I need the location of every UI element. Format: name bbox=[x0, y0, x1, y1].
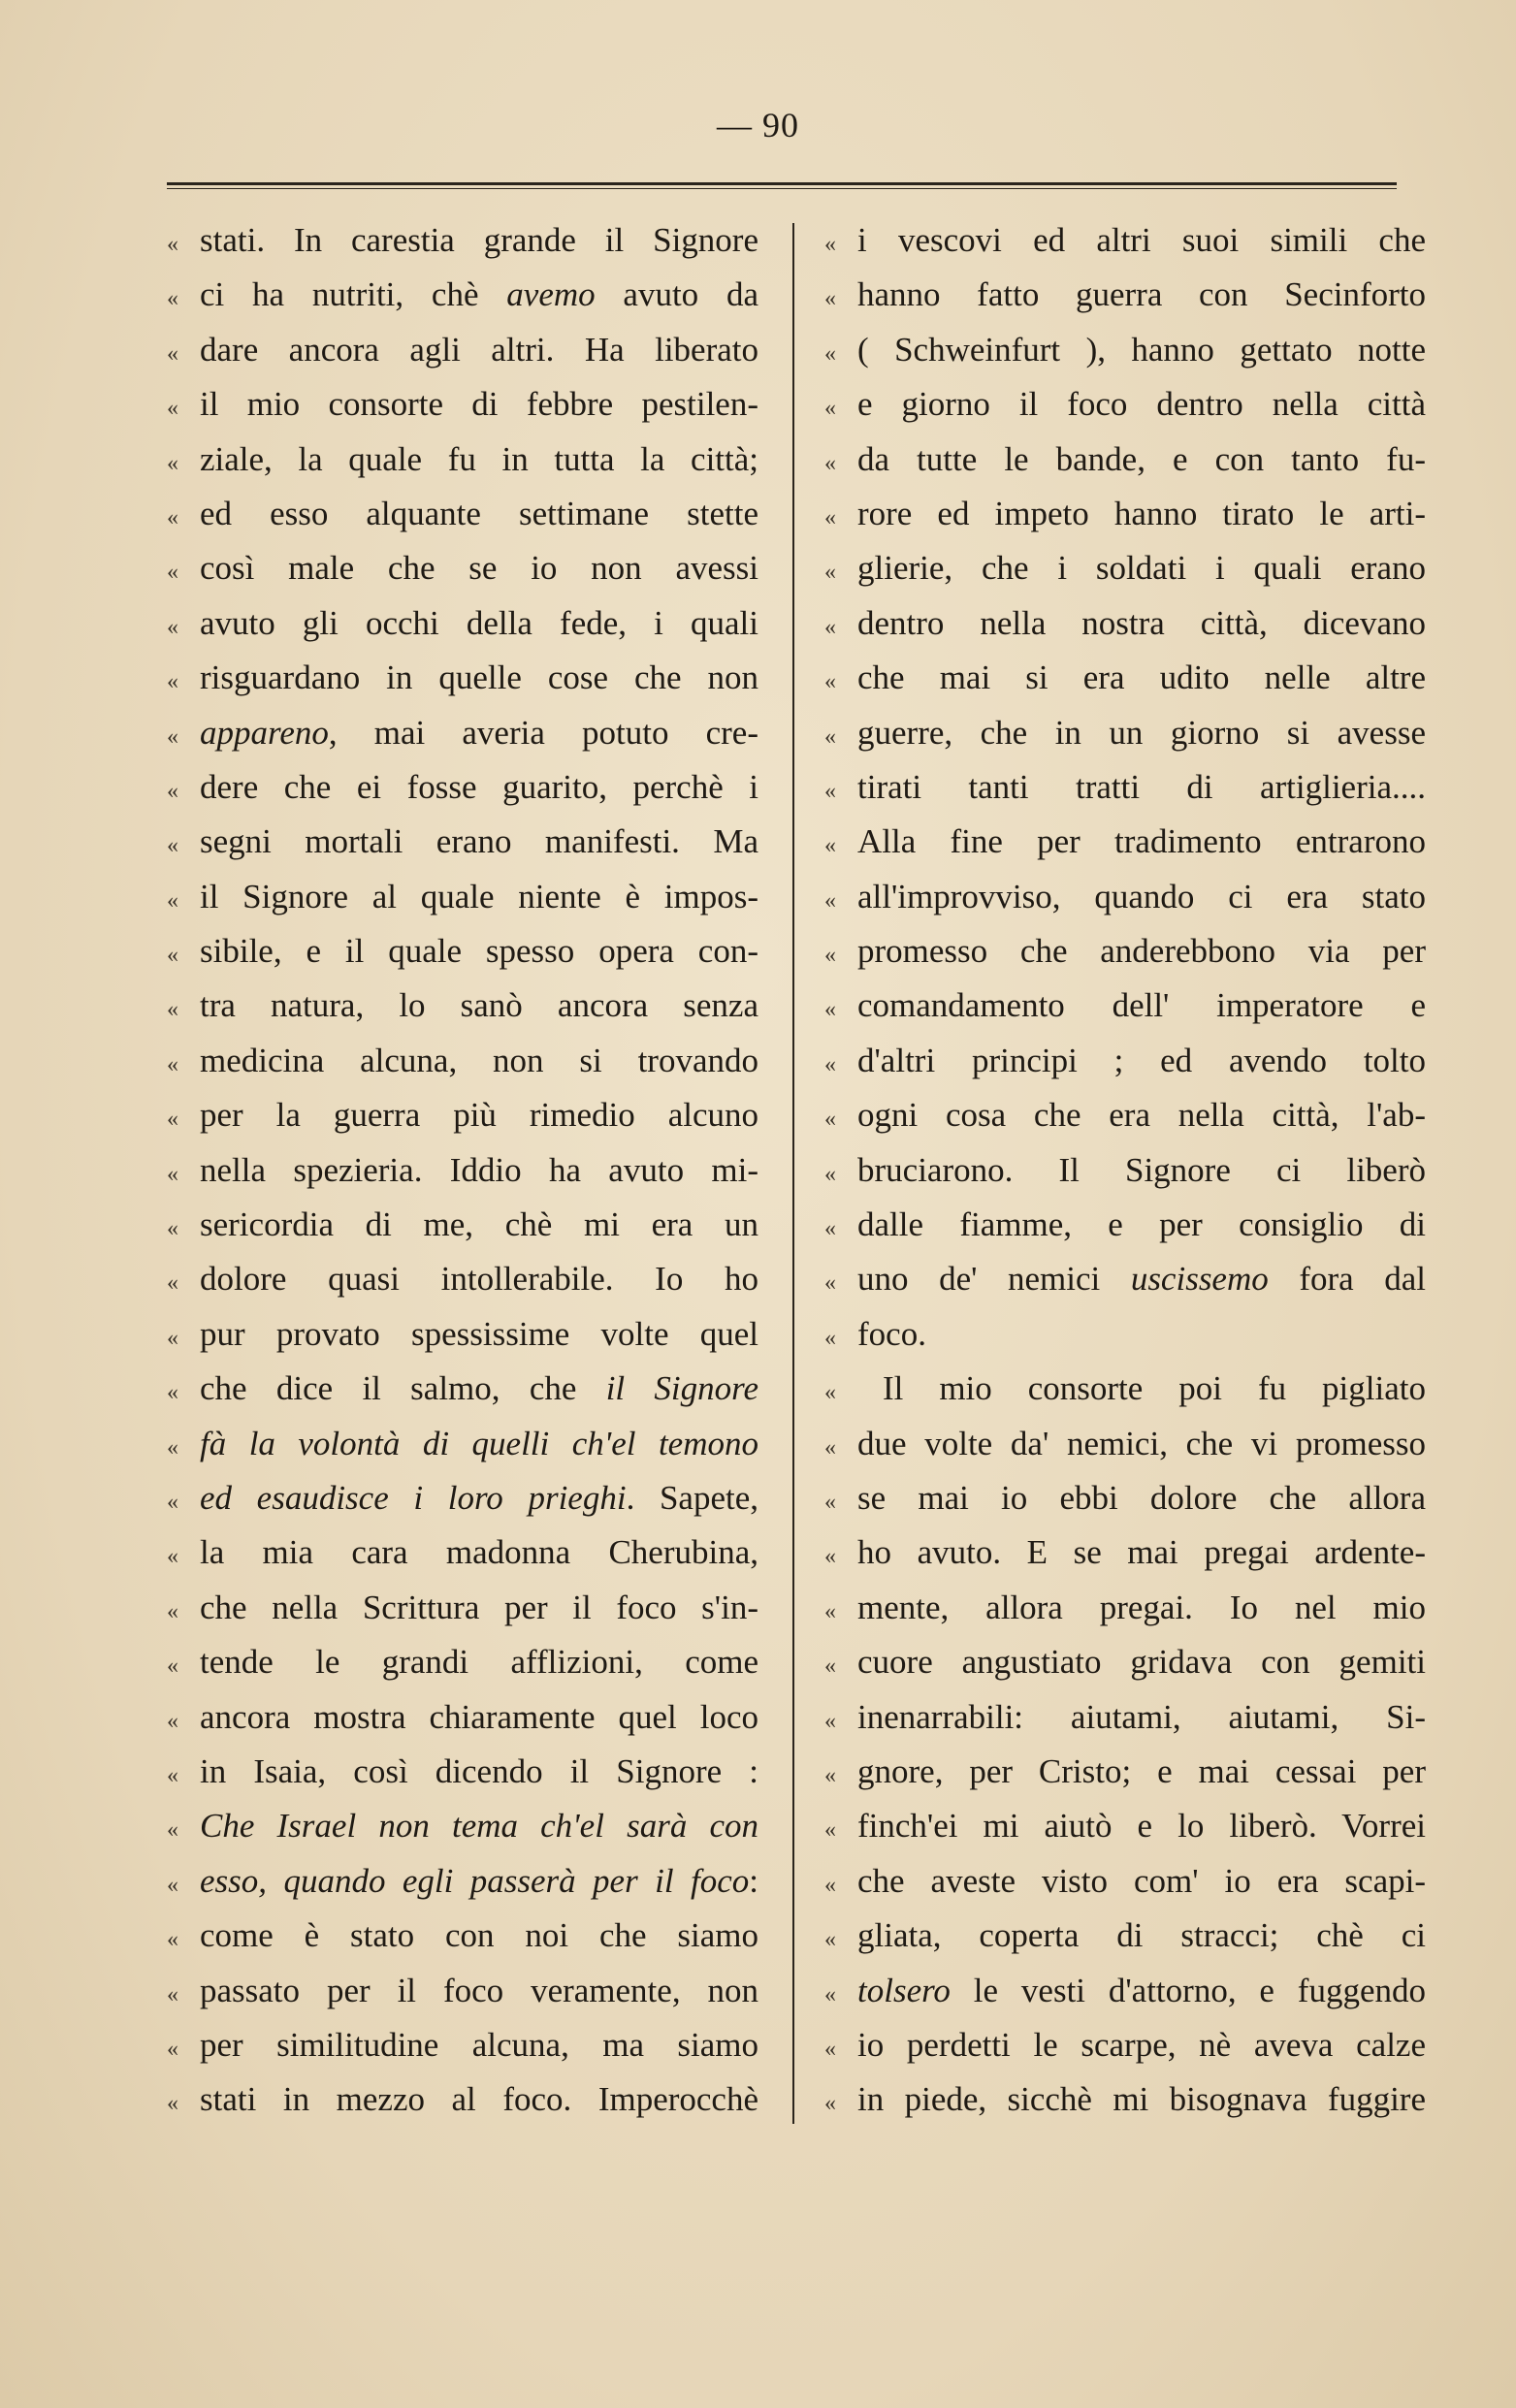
line-text: finch'ei mi aiutò e lo liberò. Vorrei bbox=[857, 1807, 1426, 1846]
quote-mark: « bbox=[167, 614, 178, 640]
line-text: bruciarono. Il Signore ci liberò bbox=[857, 1150, 1426, 1189]
line-text: promesso che anderebbono via per bbox=[857, 932, 1426, 971]
right-text-column bbox=[824, 213, 1426, 2128]
line-text: ho avuto. E se mai pregai ardente- bbox=[857, 1533, 1426, 1572]
line-text: Che Israel non tema ch'el sarà con bbox=[200, 1807, 758, 1846]
quote-mark: « bbox=[167, 1489, 178, 1515]
quote-mark: « bbox=[824, 1051, 836, 1077]
right-text-line bbox=[824, 1525, 1426, 1580]
left-text-line bbox=[167, 1417, 758, 1471]
line-text: avuto gli occhi della fede, i quali bbox=[200, 603, 758, 642]
quote-mark: « bbox=[824, 887, 836, 914]
line-text: rore ed impeto hanno tirato le arti- bbox=[857, 494, 1426, 532]
right-text-line bbox=[824, 1362, 1426, 1416]
line-text: la mia cara madonna Cherubina, bbox=[200, 1533, 758, 1572]
left-text-line bbox=[167, 1198, 758, 1252]
right-text-line bbox=[824, 760, 1426, 815]
quote-mark: « bbox=[167, 778, 178, 804]
left-text-line bbox=[167, 433, 758, 487]
right-text-line bbox=[824, 1198, 1426, 1252]
right-text-line bbox=[824, 2018, 1426, 2072]
quote-mark: « bbox=[167, 1817, 178, 1844]
quote-mark: « bbox=[824, 1161, 836, 1187]
line-text: tra natura, lo sanò ancora senza bbox=[200, 986, 758, 1025]
right-text-line bbox=[824, 1034, 1426, 1088]
quote-mark: « bbox=[167, 560, 178, 586]
left-text-line bbox=[167, 268, 758, 322]
line-text: dolore quasi intollerabile. Io ho bbox=[200, 1260, 758, 1299]
line-text: fà la volontà di quelli ch'el temono bbox=[200, 1424, 758, 1462]
line-text: hanno fatto guerra con Secinforto bbox=[857, 275, 1426, 314]
quote-mark: « bbox=[167, 943, 178, 969]
quote-mark: « bbox=[824, 778, 836, 804]
line-text: guerre, che in un giorno si avesse bbox=[857, 713, 1426, 752]
line-text: passato per il foco veramente, non bbox=[200, 1971, 758, 2009]
line-text: risguardano in quelle cose che non bbox=[200, 658, 758, 697]
quote-mark: « bbox=[167, 723, 178, 750]
right-text-line bbox=[824, 1854, 1426, 1909]
quote-mark: « bbox=[824, 723, 836, 750]
quote-mark: « bbox=[824, 1817, 836, 1844]
right-text-line bbox=[824, 870, 1426, 924]
quote-mark: « bbox=[167, 1653, 178, 1680]
left-text-line bbox=[167, 1307, 758, 1362]
right-text-line bbox=[824, 706, 1426, 760]
quote-mark: « bbox=[167, 669, 178, 695]
right-text-line bbox=[824, 541, 1426, 595]
quote-mark: « bbox=[824, 396, 836, 422]
line-text: in piede, sicchè mi bisognava fuggire bbox=[857, 2080, 1426, 2119]
quote-mark: « bbox=[824, 1872, 836, 1898]
right-text-line bbox=[824, 651, 1426, 705]
line-text: se mai io ebbi dolore che allora bbox=[857, 1478, 1426, 1517]
left-text-line bbox=[167, 1745, 758, 1799]
left-text-line bbox=[167, 1143, 758, 1198]
right-text-line bbox=[824, 979, 1426, 1033]
left-text-line bbox=[167, 1088, 758, 1142]
line-text: foco. bbox=[857, 1314, 926, 1353]
line-text: ziale, la quale fu in tutta la città; bbox=[200, 439, 758, 478]
quote-mark: « bbox=[824, 1325, 836, 1351]
quote-mark: « bbox=[167, 1927, 178, 1953]
quote-mark: « bbox=[824, 614, 836, 640]
line-text: dere che ei fosse guarito, perchè i bbox=[200, 767, 758, 806]
right-text-line bbox=[824, 1143, 1426, 1198]
left-text-line bbox=[167, 870, 758, 924]
line-text: dentro nella nostra città, dicevano bbox=[857, 603, 1426, 642]
line-text: nella spezieria. Iddio ha avuto mi- bbox=[200, 1150, 758, 1189]
left-text-line bbox=[167, 1799, 758, 1853]
quote-mark: « bbox=[167, 2091, 178, 2117]
line-text: così male che se io non avessi bbox=[200, 549, 758, 588]
quote-mark: « bbox=[824, 1270, 836, 1297]
right-text-line bbox=[824, 1471, 1426, 1525]
line-text: come è stato con noi che siamo bbox=[200, 1916, 758, 1955]
quote-mark: « bbox=[824, 1380, 836, 1406]
quote-mark: « bbox=[167, 1325, 178, 1351]
line-text: pur provato spessissime volte quel bbox=[200, 1314, 758, 1353]
quote-mark: « bbox=[167, 1708, 178, 1734]
line-text: il Signore al quale niente è impos- bbox=[200, 877, 758, 915]
line-text: mente, allora pregai. Io nel mio bbox=[857, 1588, 1426, 1626]
quote-mark: « bbox=[824, 504, 836, 530]
right-text-line bbox=[824, 1964, 1426, 2018]
left-text-line bbox=[167, 1252, 758, 1306]
left-text-line bbox=[167, 1034, 758, 1088]
quote-mark: « bbox=[167, 833, 178, 859]
header-rule bbox=[167, 182, 1397, 189]
line-text: tirati tanti tratti di artiglieria.... bbox=[857, 767, 1426, 806]
line-text: due volte da' nemici, che vi promesso bbox=[857, 1424, 1426, 1462]
line-text: Alla fine per tradimento entrarono bbox=[857, 822, 1426, 861]
line-text: ed esso alquante settimane stette bbox=[200, 494, 758, 532]
left-text-line bbox=[167, 1471, 758, 1525]
quote-mark: « bbox=[824, 1489, 836, 1515]
line-text: tolsero le vesti d'attorno, e fuggendo bbox=[857, 1971, 1426, 2009]
line-text: per similitudine alcuna, ma siamo bbox=[200, 2025, 758, 2064]
left-text-line bbox=[167, 1854, 758, 1909]
quote-mark: « bbox=[167, 1544, 178, 1570]
quote-mark: « bbox=[824, 997, 836, 1023]
left-text-line bbox=[167, 596, 758, 651]
quote-mark: « bbox=[824, 1981, 836, 2007]
quote-mark: « bbox=[824, 560, 836, 586]
right-text-line bbox=[824, 1088, 1426, 1142]
right-text-line bbox=[824, 213, 1426, 268]
quote-mark: « bbox=[824, 833, 836, 859]
quote-mark: « bbox=[167, 1598, 178, 1624]
right-text-line bbox=[824, 596, 1426, 651]
right-text-line bbox=[824, 1745, 1426, 1799]
quote-mark: « bbox=[824, 1216, 836, 1242]
quote-mark: « bbox=[824, 1762, 836, 1788]
line-text: e giorno il foco dentro nella città bbox=[857, 385, 1426, 424]
line-text: Il mio consorte poi fu pigliato bbox=[883, 1369, 1426, 1408]
line-text: appareno, mai averia potuto cre- bbox=[200, 713, 758, 752]
quote-mark: « bbox=[824, 2036, 836, 2062]
quote-mark: « bbox=[167, 887, 178, 914]
quote-mark: « bbox=[824, 943, 836, 969]
quote-mark: « bbox=[824, 1434, 836, 1461]
right-text-line bbox=[824, 1909, 1426, 1963]
line-text: glierie, che i soldati i quali erano bbox=[857, 549, 1426, 588]
quote-mark: « bbox=[824, 340, 836, 367]
left-text-line bbox=[167, 377, 758, 432]
right-text-line bbox=[824, 1307, 1426, 1362]
left-text-line bbox=[167, 924, 758, 979]
quote-mark: « bbox=[824, 669, 836, 695]
quote-mark: « bbox=[824, 1708, 836, 1734]
line-text: stati in mezzo al foco. Imperocchè bbox=[200, 2080, 758, 2119]
line-text: sericordia di me, chè mi era un bbox=[200, 1205, 758, 1244]
quote-mark: « bbox=[824, 1927, 836, 1953]
quote-mark: « bbox=[824, 1653, 836, 1680]
right-text-line bbox=[824, 1635, 1426, 1689]
quote-mark: « bbox=[167, 1981, 178, 2007]
left-text-line bbox=[167, 213, 758, 268]
left-text-line bbox=[167, 541, 758, 595]
quote-mark: « bbox=[167, 286, 178, 312]
left-text-line bbox=[167, 651, 758, 705]
right-text-line bbox=[824, 1417, 1426, 1471]
line-text: ogni cosa che era nella città, l'ab- bbox=[857, 1096, 1426, 1135]
line-text: all'improvviso, quando ci era stato bbox=[857, 877, 1426, 915]
line-text: per la guerra più rimedio alcuno bbox=[200, 1096, 758, 1135]
left-text-line bbox=[167, 1581, 758, 1635]
quote-mark: « bbox=[167, 1762, 178, 1788]
line-text: inenarrabili: aiutami, aiutami, Si- bbox=[857, 1697, 1426, 1736]
left-text-line bbox=[167, 1690, 758, 1745]
line-text: ancora mostra chiaramente quel loco bbox=[200, 1697, 758, 1736]
line-text: gnore, per Cristo; e mai cessai per bbox=[857, 1751, 1426, 1790]
right-text-line bbox=[824, 1690, 1426, 1745]
left-text-line bbox=[167, 815, 758, 869]
page-number: — 90 bbox=[717, 106, 799, 144]
right-text-line bbox=[824, 377, 1426, 432]
line-text: comandamento dell' imperatore e bbox=[857, 986, 1426, 1025]
line-text: ci ha nutriti, chè avemo avuto da bbox=[200, 275, 758, 314]
quote-mark: « bbox=[824, 2091, 836, 2117]
quote-mark: « bbox=[824, 1107, 836, 1133]
quote-mark: « bbox=[167, 1216, 178, 1242]
quote-mark: « bbox=[167, 1872, 178, 1898]
line-text: d'altri principi ; ed avendo tolto bbox=[857, 1041, 1426, 1079]
line-text: stati. In carestia grande il Signore bbox=[200, 221, 758, 259]
line-text: tende le grandi afflizioni, come bbox=[200, 1643, 758, 1682]
left-text-line bbox=[167, 760, 758, 815]
left-text-column bbox=[167, 213, 758, 2128]
line-text: che nella Scrittura per il foco s'in- bbox=[200, 1588, 758, 1626]
right-text-line bbox=[824, 924, 1426, 979]
line-text: sibile, e il quale spesso opera con- bbox=[200, 932, 758, 971]
left-text-line bbox=[167, 2018, 758, 2072]
line-text: ( Schweinfurt ), hanno gettato notte bbox=[857, 330, 1426, 369]
right-text-line bbox=[824, 487, 1426, 541]
line-text: che aveste visto com' io era scapi- bbox=[857, 1861, 1426, 1900]
line-text: medicina alcuna, non si trovando bbox=[200, 1041, 758, 1079]
left-text-line bbox=[167, 979, 758, 1033]
line-text: dalle fiamme, e per consiglio di bbox=[857, 1205, 1426, 1244]
quote-mark: « bbox=[824, 1598, 836, 1624]
line-text: segni mortali erano manifesti. Ma bbox=[200, 822, 758, 861]
left-text-line bbox=[167, 1964, 758, 2018]
left-text-line bbox=[167, 487, 758, 541]
right-text-line bbox=[824, 1252, 1426, 1306]
line-text: cuore angustiato gridava con gemiti bbox=[857, 1643, 1426, 1682]
quote-mark: « bbox=[167, 340, 178, 367]
quote-mark: « bbox=[824, 232, 836, 257]
left-text-line bbox=[167, 1635, 758, 1689]
line-text: uno de' nemici uscissemo fora dal bbox=[857, 1260, 1426, 1299]
quote-mark: « bbox=[824, 1544, 836, 1570]
line-text: ed esaudisce i loro prieghi. Sapete, bbox=[200, 1478, 758, 1517]
right-text-line bbox=[824, 815, 1426, 869]
line-text: il mio consorte di febbre pestilen- bbox=[200, 385, 758, 424]
quote-mark: « bbox=[167, 1051, 178, 1077]
line-text: i vescovi ed altri suoi simili che bbox=[857, 221, 1426, 259]
left-text-line bbox=[167, 323, 758, 377]
quote-mark: « bbox=[824, 286, 836, 312]
left-text-line bbox=[167, 2072, 758, 2127]
right-text-line bbox=[824, 268, 1426, 322]
quote-mark: « bbox=[167, 232, 178, 257]
left-text-line bbox=[167, 1362, 758, 1416]
right-text-line bbox=[824, 433, 1426, 487]
right-text-line bbox=[824, 1799, 1426, 1853]
quote-mark: « bbox=[167, 504, 178, 530]
quote-mark: « bbox=[167, 1270, 178, 1297]
right-text-line bbox=[824, 323, 1426, 377]
quote-mark: « bbox=[167, 396, 178, 422]
column-divider bbox=[792, 223, 794, 2124]
line-text: che mai si era udito nelle altre bbox=[857, 658, 1426, 697]
quote-mark: « bbox=[167, 1161, 178, 1187]
quote-mark: « bbox=[167, 997, 178, 1023]
line-text: io perdetti le scarpe, nè aveva calze bbox=[857, 2025, 1426, 2064]
left-text-line bbox=[167, 1909, 758, 1963]
line-text: dare ancora agli altri. Ha liberato bbox=[200, 330, 758, 369]
quote-mark: « bbox=[167, 2036, 178, 2062]
line-text: da tutte le bande, e con tanto fu- bbox=[857, 439, 1426, 478]
quote-mark: « bbox=[824, 450, 836, 476]
quote-mark: « bbox=[167, 1107, 178, 1133]
quote-mark: « bbox=[167, 1380, 178, 1406]
line-text: gliata, coperta di stracci; chè ci bbox=[857, 1916, 1426, 1955]
line-text: in Isaia, così dicendo il Signore : bbox=[200, 1751, 758, 1790]
quote-mark: « bbox=[167, 1434, 178, 1461]
left-text-line bbox=[167, 1525, 758, 1580]
left-text-line bbox=[167, 706, 758, 760]
line-text: che dice il salmo, che il Signore bbox=[200, 1369, 758, 1408]
right-text-line bbox=[824, 2072, 1426, 2127]
line-text: esso, quando egli passerà per il foco: bbox=[200, 1861, 758, 1900]
quote-mark: « bbox=[167, 450, 178, 476]
right-text-line bbox=[824, 1581, 1426, 1635]
